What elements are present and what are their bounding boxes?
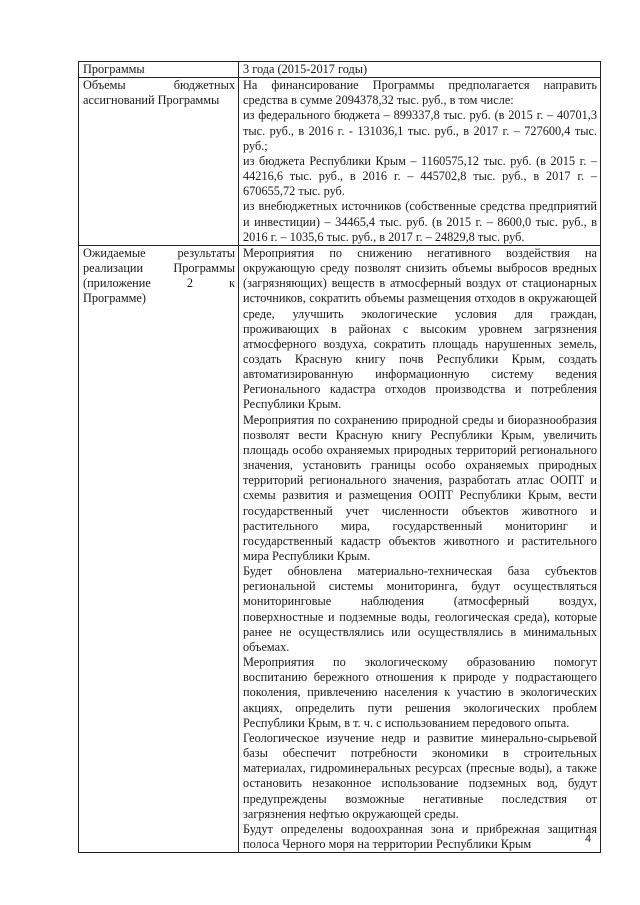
content-paragraph: из федерального бюджета – 899337,8 тыс. руб. (в 2015 г. – 40701,3 тыс. руб., в 2016 г. - 131036,1 тыс. руб., в 2017 г. – 727600,4 тыс. руб.; [243, 108, 597, 153]
row-content [239, 245, 601, 852]
row-content [239, 78, 601, 246]
content-paragraph: Будут определены водоохранная зона и прибрежная защитная полоса Черного моря на территории Республики Крым [243, 821, 597, 851]
row-label: Программы [79, 62, 239, 78]
content-paragraph: Мероприятия по экологическому образованию помогут воспитанию бережного отношения к природе у подрастающего поколения, привлечению населения к участию в экологических акциях, определить пути решения экологических проблем Республики Крым, в т. ч. с использованием передового опыта. [243, 655, 597, 730]
program-passport-table [78, 61, 601, 853]
table-row [79, 62, 601, 78]
table-row [79, 245, 601, 852]
content-paragraph: Мероприятия по снижению негативного воздействия на окружающую среду позволят снизить объемы выбросов вредных (загрязняющих) веществ в атмосферный воздух от стационарных источников, сократить объемы размещения отходов в окружающей среде, улучшить экологические условия для граждан, проживающих в районах с высоким уровнем загрязнения атмосферного воздуха, сократить площадь нарушенных земель, создать Красную книгу почв Республики Крым, создать автоматизированную информационную систему ведения Регионального кадастра отходов производства и потребления Республики Крым. [243, 245, 597, 412]
content-paragraph: На финансирование Программы предполагается направить средства в сумме 2094378,32 тыс. руб., в том числе: [243, 78, 597, 108]
table-row [79, 78, 601, 246]
content-paragraph: из внебюджетных источников (собственные средства предприятий и инвестиции) – 34465,4 тыс. руб. (в 2015 г. – 8600,0 тыс. руб., в 2016 г. – 1035,6 тыс. руб., в 2017 г. – 24829,8 тыс. руб. [243, 199, 597, 244]
content-paragraph: из бюджета Республики Крым – 1160575,12 тыс. руб. (в 2015 г. – 44216,6 тыс. руб., в 2016 г. – 445702,8 тыс. руб., в 2017 г. – 670655,72 тыс. руб. [243, 153, 597, 199]
page-number: 4 [585, 833, 592, 845]
row-label: Ожидаемые результаты реализации Программы (приложение 2 к Программе) [79, 245, 239, 852]
content-paragraph: Геологическое изучение недр и развитие минерально-сырьевой базы обеспечит потребности экономики в строительных материалах, гидроминеральных ресурсах (пресные воды), а также остановить незаконное использование подземных вод, будут предупреждены возможные негативные последствия от загрязнения нефтью окружающей среды. [243, 730, 597, 821]
content-paragraph: Мероприятия по сохранению природной среды и биоразнообразия позволят вести Красную книгу Республики Крым, увеличить площадь особо охраняемых природных территорий регионального значения, установить границы особо охраняемых природных территорий регионального значения, разработать атлас ООПТ и схемы развития и размещения ООПТ Республики Крым, вести государственный учет численности объектов животного и растительного мира, государственный мониторинг и государственный кадастр объектов животного и растительного мира Республики Крым. [243, 412, 597, 563]
row-label: Объемы бюджетных ассигнований Программы [79, 78, 239, 246]
content-paragraph: Будет обновлена материально-техническая база субъектов региональной системы мониторинга, будут осуществляться мониторинговые наблюдения (атмосферный воздух, поверхностные и подземные воды, геологическая среда), которые ранее не осуществлялись или осуществлялись в минимальных объемах. [243, 564, 597, 654]
row-content [239, 62, 601, 78]
content-paragraph: 3 года (2015-2017 годы) [243, 62, 368, 76]
